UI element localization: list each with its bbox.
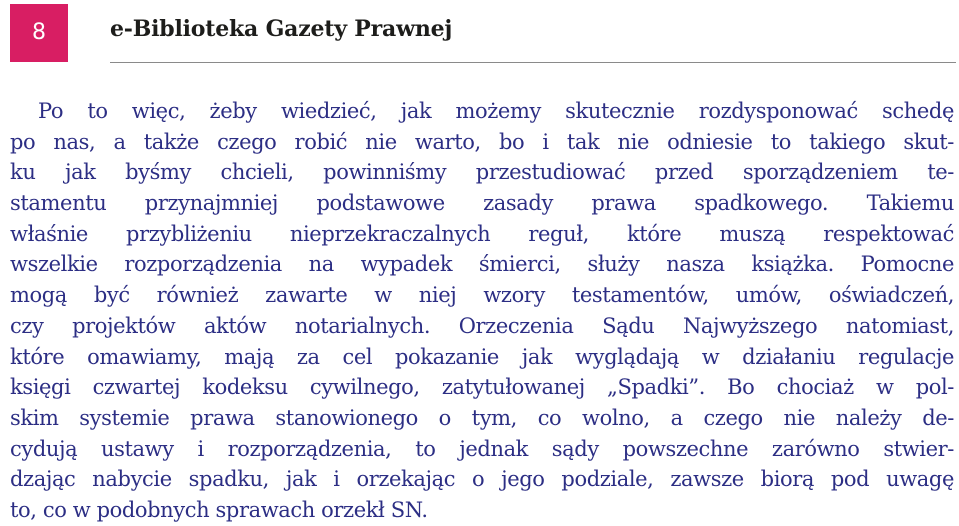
paragraph-line: księgi czwartej kodeksu cywilnego, zatytułowanej „Spadki”. Bo chociaż w pol- xyxy=(10,375,954,400)
paragraph-line-last: to, co w podobnych sprawach orzekł SN. xyxy=(10,497,428,522)
paragraph-line: dzając nabycie spadku, jak i orzekając o jego podziale, zawsze biorą pod uwagę xyxy=(10,467,954,492)
paragraph-line: wszelkie rozporządzenia na wypadek śmierci, służy nasza książka. Pomocne xyxy=(10,252,954,277)
page-number-badge: 8 xyxy=(10,4,68,62)
paragraph-line: stamentu przynajmniej podstawowe zasady prawa spadkowego. Takiemu xyxy=(10,191,954,216)
paragraph-line: mogą być również zawarte w niej wzory testamentów, umów, oświadczeń, xyxy=(10,283,954,308)
publication-title: e-Biblioteka Gazety Prawnej xyxy=(110,16,453,42)
paragraph-line: Po to więc, żeby wiedzieć, jak możemy skutecznie rozdysponować schedę xyxy=(38,99,954,123)
paragraph-line: skim systemie prawa stanowionego o tym, co wolno, a czego nie należy de- xyxy=(10,405,954,430)
paragraph-line: czy projektów aktów notarialnych. Orzeczenia Sądu Najwyższego natomiast, xyxy=(10,313,954,338)
paragraph-line: właśnie przybliżeniu nieprzekraczalnych reguł, które muszą respektować xyxy=(10,221,954,246)
paragraph-line: cydują ustawy i rozporządzenia, to jednak sądy powszechne zarówno stwier- xyxy=(10,436,954,461)
paragraph-line: ku jak byśmy chcieli, powinniśmy przestudiować przed sporządzeniem te- xyxy=(10,160,954,185)
paragraph-line: po nas, a także czego robić nie warto, bo i tak nie odniesie to takiego skut- xyxy=(10,129,954,154)
header-divider xyxy=(110,62,956,63)
paragraph-line: które omawiamy, mają za cel pokazanie jak wyglądają w działaniu regulacje xyxy=(10,344,954,369)
body-paragraph xyxy=(10,96,954,526)
